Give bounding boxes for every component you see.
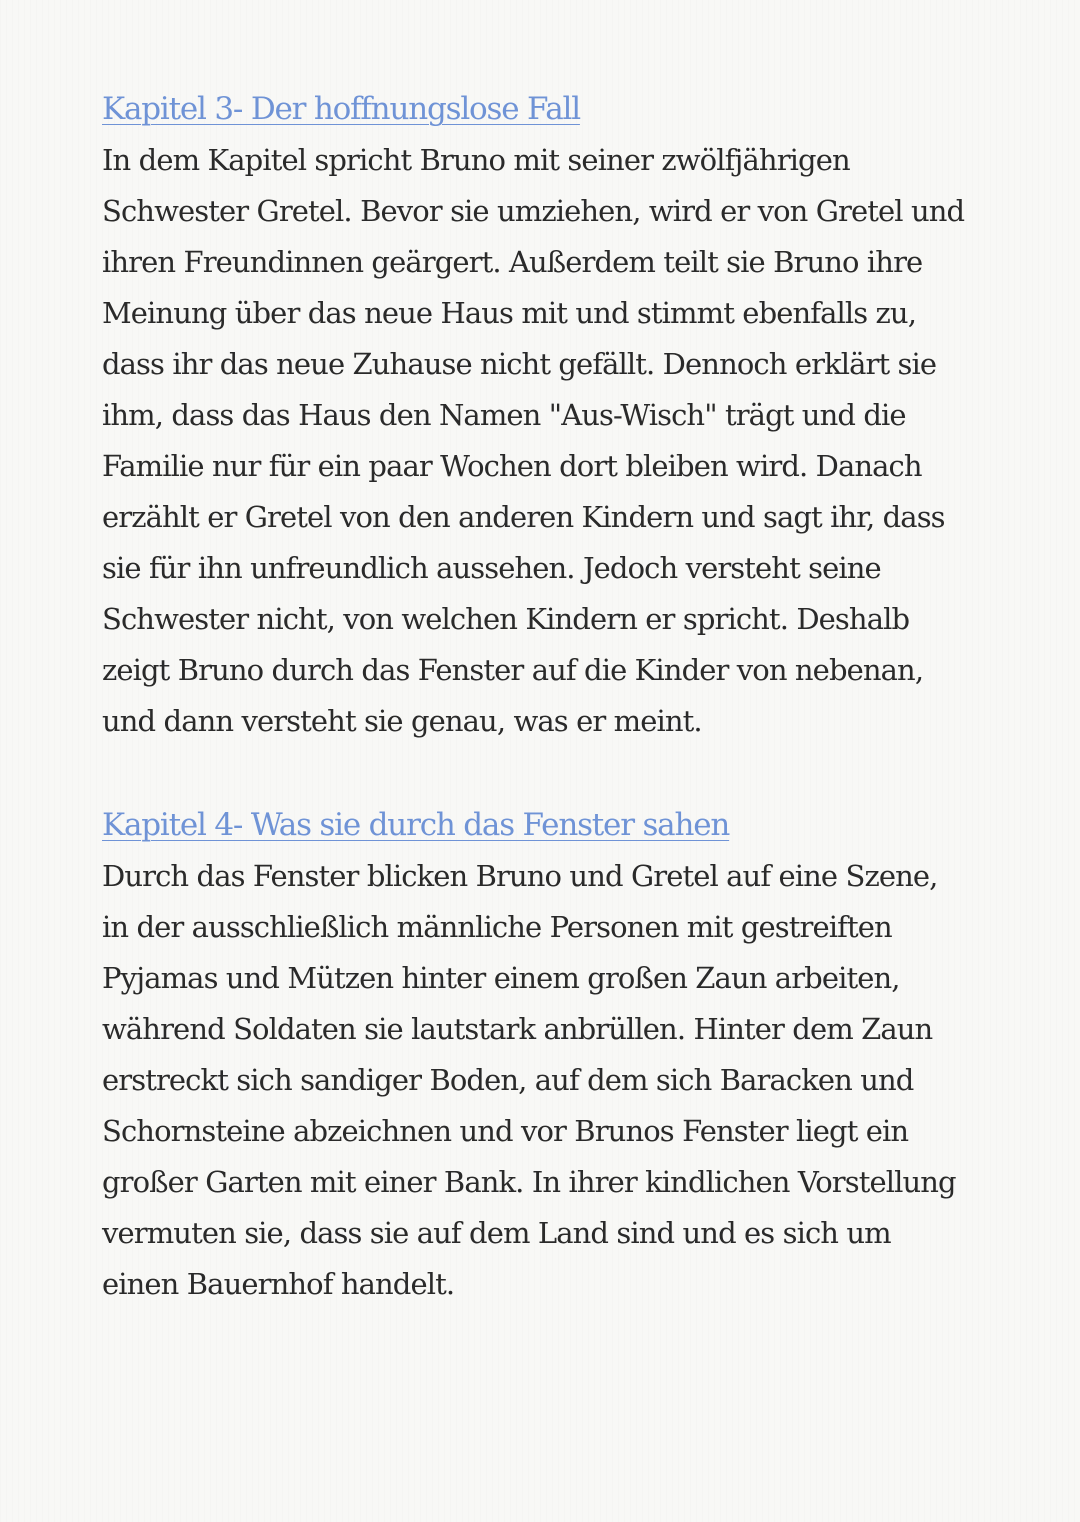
- text-line: Schornsteine abzeichnen und vor Brunos Fenster liegt ein: [102, 1114, 909, 1148]
- text-line: während Soldaten sie lautstark anbrüllen. Hinter dem Zaun: [102, 1012, 933, 1046]
- text-line: Schwester nicht, von welchen Kindern er spricht. Deshalb: [102, 602, 910, 636]
- text-line: ihren Freundinnen geärgert. Außerdem teilt sie Bruno ihre: [102, 245, 923, 279]
- text-line: einen Bauernhof handelt.: [102, 1267, 455, 1301]
- chapter-3-text: [102, 135, 1002, 747]
- text-line: In dem Kapitel spricht Bruno mit seiner zwölfjährigen: [102, 143, 850, 177]
- text-line: in der ausschließlich männliche Personen mit gestreiften: [102, 910, 892, 944]
- chapter-4-heading: Kapitel 4- Was sie durch das Fenster sahen: [102, 807, 730, 843]
- text-line: Durch das Fenster blicken Bruno und Gretel auf eine Szene,: [102, 859, 938, 893]
- text-line: Familie nur für ein paar Wochen dort bleiben wird. Danach: [102, 449, 922, 483]
- text-line: zeigt Bruno durch das Fenster auf die Kinder von nebenan,: [102, 653, 924, 687]
- text-line: ihm, dass das Haus den Namen "Aus-Wisch" trägt und die: [102, 398, 906, 432]
- chapter-4-section: [102, 800, 1002, 1310]
- chapter-3-heading: Kapitel 3- Der hoffnungslose Fall: [102, 91, 580, 127]
- text-line: dass ihr das neue Zuhause nicht gefällt. Dennoch erklärt sie: [102, 347, 937, 381]
- chapter-3-section: [102, 84, 1002, 747]
- text-line: Schwester Gretel. Bevor sie umziehen, wird er von Gretel und: [102, 194, 965, 228]
- text-line: erzählt er Gretel von den anderen Kindern und sagt ihr, dass: [102, 500, 945, 534]
- text-line: erstreckt sich sandiger Boden, auf dem sich Baracken und: [102, 1063, 914, 1097]
- text-line: Pyjamas und Mützen hinter einem großen Zaun arbeiten,: [102, 961, 900, 995]
- text-line: Meinung über das neue Haus mit und stimmt ebenfalls zu,: [102, 296, 917, 330]
- chapter-4-text: [102, 851, 1002, 1310]
- text-line: großer Garten mit einer Bank. In ihrer kindlichen Vorstellung: [102, 1165, 956, 1199]
- text-line: sie für ihn unfreundlich aussehen. Jedoch versteht seine: [102, 551, 881, 585]
- text-line: und dann versteht sie genau, was er meint.: [102, 704, 702, 738]
- text-line: vermuten sie, dass sie auf dem Land sind und es sich um: [102, 1216, 891, 1250]
